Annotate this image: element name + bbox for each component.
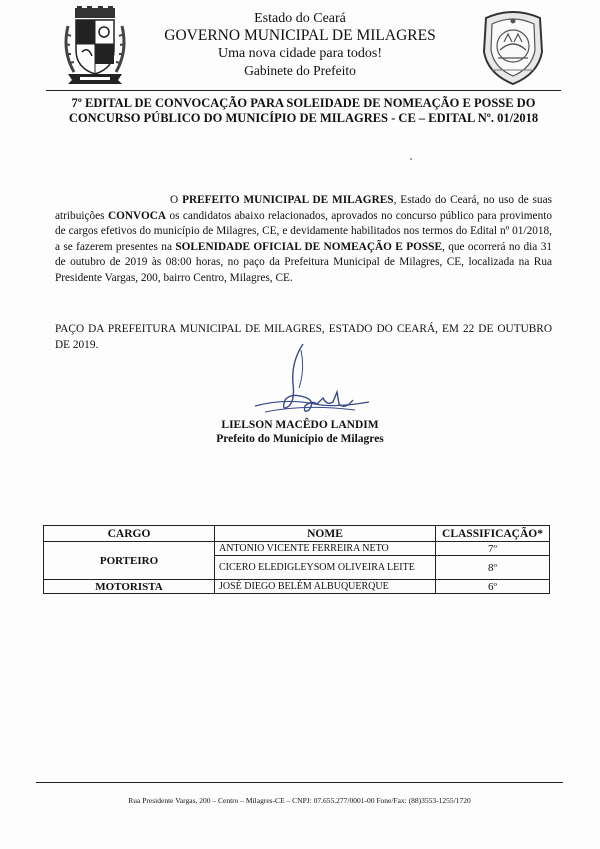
table-header-row [44,526,550,542]
body-bold-mayor: PREFEITO MUNICIPAL DE MILAGRES [182,194,394,206]
table-row [44,580,550,594]
state-coat-of-arms-icon [478,8,548,86]
header-state: Estado do Ceará [254,11,346,26]
candidate-name: JOSÉ DIEGO BELÉM ALBUQUERQUE [215,580,436,594]
body-text-4: , que ocorrerá no dia 31 de outubro de 2019 às 08:00 horas, no paço da Prefeitura Municipal de Milagres, CE, localizada na Rua Presidente Vargas, 200, bairro Centro, Milagres, CE. [55,240,552,284]
candidate-name: CICERO ELEDIGLEYSOM OLIVEIRA LEITE [215,556,436,580]
edict-title [46,96,561,126]
header-classificacao: CLASSIFICAÇÃO* [436,526,550,542]
signer-role: Prefeito do Município de Milagres [216,433,384,445]
cargo-porteiro: PORTEIRO [44,542,215,580]
convocation-paragraph [55,193,552,286]
closing-statement: PAÇO DA PREFEITURA MUNICIPAL DE MILAGRES, ESTADO DO CEARÁ, EM 22 DE OUTUBRO DE 2019. [55,323,552,351]
cargo-motorista: MOTORISTA [44,580,215,594]
candidate-rank: 6º [436,580,550,594]
header-nome: NOME [215,526,436,542]
municipal-coat-of-arms-icon [62,6,128,86]
table-row [44,542,550,556]
body-text-2: , Estado do Ceará, no uso de suas atribuições [55,194,552,222]
candidate-rank: 7º [436,542,550,556]
header-government: GOVERNO MUNICIPAL DE MILAGRES [164,27,436,44]
candidate-name: ANTONIO VICENTE FERREIRA NETO [215,542,436,556]
header-divider [46,90,561,91]
signer-name: LIELSON MACÊDO LANDIM [221,419,379,431]
title-line-1: 7º EDITAL DE CONVOCAÇÃO PARA SOLEIDADE DE NOMEAÇÃO E POSSE DO [71,96,536,110]
candidate-rank: 8º [436,556,550,580]
footer-divider [36,782,563,783]
title-line-2: CONCURSO PÚBLICO DO MUNICÍPIO DE MILAGRES - CE – EDITAL Nº. 01/2018 [68,111,539,125]
body-text-1: O [170,194,183,206]
signature-scribble [245,340,375,422]
header-cargo: CARGO [44,526,215,542]
footer-address: Rua Presidente Vargas, 200 – Centro – Milagres-CE – CNPJ: 07.655.277/0001-00 Fone/Fax: (88)3553-1255/1720 [128,796,471,805]
header-slogan: Uma nova cidade para todos! [217,46,383,61]
header-office: Gabinete do Prefeito [244,63,356,78]
body-bold-ceremony: SOLENIDADE OFICIAL DE NOMEAÇÃO E POSSE [175,240,442,253]
candidates-table [43,525,550,594]
letterhead [150,10,450,79]
body-bold-convoca: CONVOCA [107,209,167,222]
body-text-3: os candidatos abaixo relacionados, aprovados no concurso público para provimento de cargos efetivos do município de Milagres, CE, e devidamente habilitados nos termos do Edital nº 01/2018, a se fazerem presentes na [55,209,553,253]
scan-speck [410,158,412,160]
